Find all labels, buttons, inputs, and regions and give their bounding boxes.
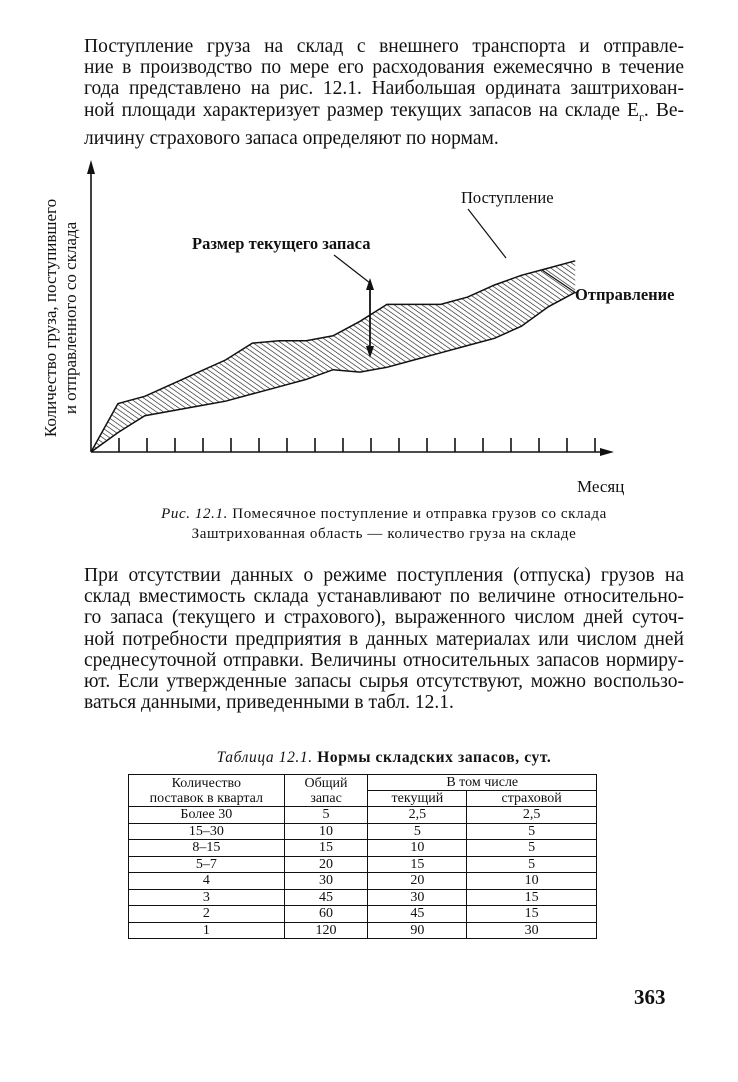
table-row [129,922,597,939]
text-line: личину страхового запаса определяют по нормам. [84,127,499,149]
x-ticks [119,438,595,452]
table-cell: 30 [368,889,467,906]
table-cell: Более 30 [129,807,285,824]
x-axis-label: Месяц [577,477,625,496]
figure-12-1-chart [0,150,738,500]
figure-label: Рис. 12.1. [161,506,228,522]
table-cell: 15 [368,856,467,873]
text-line: ние в производство по мере его расходования ежемесячно в течение [84,57,684,79]
series-label-outgoing: Отправление [575,285,675,304]
subscript-g: г [638,109,644,124]
figure-caption-line1 [84,504,684,524]
table-cell: 30 [467,922,597,939]
table-cell: 30 [284,873,368,890]
text-fragment: ной площади характеризует размер текущих запасов на складе Е [84,99,639,121]
text-line: ной потребности предприятия в данных материалах или числом дней [84,628,684,650]
table-cell: 15 [467,906,597,923]
text-line: При отсутствии данных о режиме поступления (отпуска) грузов на [84,565,684,586]
table-cell: 20 [368,873,467,890]
table-cell: 5 [467,840,597,857]
table-cell: 15–30 [129,823,285,840]
table-cell: 5 [284,807,368,824]
header-total-stock [284,775,368,807]
table-cell: 60 [284,906,368,923]
table-row [129,906,597,923]
table-cell: 20 [284,856,368,873]
table-row [129,856,597,873]
header-including: В том числе [368,775,597,791]
text-line: года представлено на рис. 12.1. Наибольшая ордината заштрихован- [84,78,684,100]
text-line: ваться данными, приведенными в табл. 12.1. [84,692,454,714]
figure-caption-text: Помесячное поступление и отправка грузов со склада [232,506,607,522]
table-cell: 2,5 [467,807,597,824]
table-cell: 2 [129,906,285,923]
header-safety: страховой [467,791,597,807]
table-cell: 45 [368,906,467,923]
table-row [129,873,597,890]
leader-current-stock [334,255,370,283]
table-cell: 45 [284,889,368,906]
table-cell: 3 [129,889,285,906]
header-text: поставок в квартал [149,790,263,806]
x-axis-arrow [600,448,614,456]
table-cell: 5–7 [129,856,285,873]
table-cell: 90 [368,922,467,939]
text-line: Поступление груза на склад с внешнего транспорта и отправле- [84,36,684,57]
table-cell: 5 [467,823,597,840]
table-cell: 15 [467,889,597,906]
table-cell: 8–15 [129,840,285,857]
y-axis-label-line1: Количество груза, поступившего [41,198,60,438]
series-label-incoming: Поступление [461,188,554,207]
page-number: 363 [634,985,666,1009]
table-body [129,807,597,939]
header-text: запас [310,790,342,806]
table-cell: 1 [129,922,285,939]
table-cell: 5 [467,856,597,873]
header-text: Количество [171,775,242,791]
figure-caption-line2: Заштрихованная область — количество груза на складе [191,526,577,542]
table-row [129,840,597,857]
intro-paragraph [84,36,684,149]
table-row [129,823,597,840]
table-cell: 10 [284,823,368,840]
table-cell: 5 [368,823,467,840]
table-row [129,889,597,906]
body-paragraph [84,565,684,713]
header-current: текущий [368,791,467,807]
table-cell: 10 [368,840,467,857]
annotation-current-stock: Размер текущего запаса [192,234,371,253]
header-deliveries [129,775,285,807]
table-label: Таблица 12.1. [216,749,313,766]
table-cell: 120 [284,922,368,939]
table-row [129,807,597,824]
text-line-with-subscript [84,100,684,128]
text-line: склад вместимость склада устанавливают по величине относительно- [84,586,684,608]
table-cell: 4 [129,873,285,890]
figure-caption [84,504,684,544]
table-cell: 15 [284,840,368,857]
table-caption [84,748,684,768]
text-line: среднесуточной отправки. Величины относительных запасов нормиру- [84,649,684,671]
table-cell: 10 [467,873,597,890]
y-axis-label-line2: и отправленного со склада [61,221,80,415]
text-line: ют. Если утвержденные запасы сырья отсутствуют, можно воспользо- [84,671,684,693]
table-title: Нормы складских запасов, сут. [317,749,552,766]
text-line: го запаса (текущего и страхового), выраженного числом дней суточ- [84,607,684,629]
text-fragment: . Ве- [643,99,685,121]
stock-hatched-area [91,261,575,452]
leader-incoming [468,209,506,258]
y-axis-arrow [87,160,95,174]
storage-norms-table [128,774,597,939]
table-cell: 2,5 [368,807,467,824]
header-text: Общий [304,775,348,791]
